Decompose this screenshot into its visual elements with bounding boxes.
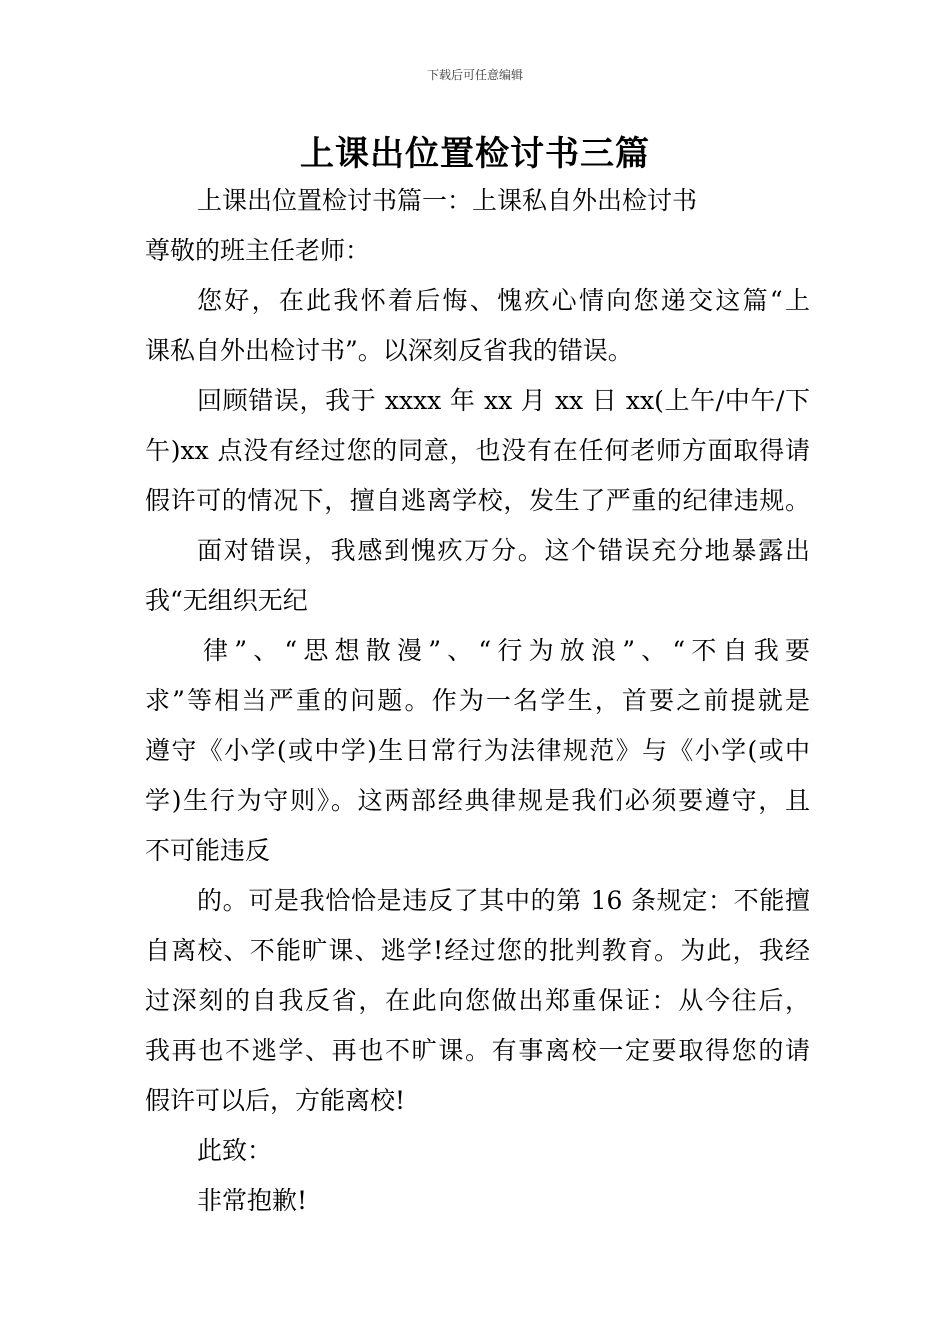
header-note: 下载后可任意编辑 (426, 68, 523, 82)
paragraph-line: 面对错误，我感到愧疚万分。这个错误充分地暴露出 (197, 536, 810, 565)
paragraph-line: 回顾错误，我于 xxxx 年 xx 月 xx 日 xx(上午/中午/下 (197, 386, 810, 415)
paragraph-line: 我“无组织无纪 (145, 586, 308, 615)
paragraph-line: 您好，在此我怀着后悔、愧疚心情向您递交这篇“上 (197, 286, 810, 315)
paragraph-line: 假许可以后，方能离校! (145, 1086, 406, 1115)
closing-line: 非常抱歉! (197, 1186, 308, 1215)
paragraph-line: 过深刻的自我反省，在此向您做出郑重保证：从今往后， (145, 986, 810, 1015)
section-heading: 上课出位置检讨书篇一：上课私自外出检讨书 (197, 186, 698, 215)
closing-line: 此致： (197, 1136, 273, 1165)
document-title: 上课出位置检讨书三篇 (300, 134, 650, 174)
paragraph-line: 学)生行为守则》。这两部经典律规是我们必须要遵守，且 (145, 786, 810, 815)
paragraph-line: 的。可是我恰恰是违反了其中的第 16 条规定：不能擅 (197, 886, 810, 915)
salutation: 尊敬的班主任老师： (145, 236, 371, 265)
paragraph-line: 求”等相当严重的问题。作为一名学生，首要之前提就是 (145, 686, 810, 715)
document-body (145, 176, 810, 1226)
paragraph-line: 律”、“思想散漫”、“行为放浪”、“不自我要 (203, 636, 810, 665)
paragraph-line: 课私自外出检讨书”。以深刻反省我的错误。 (145, 336, 633, 365)
paragraph-line: 自离校、不能旷课、逃学!经过您的批判教育。为此，我经 (145, 936, 810, 965)
paragraph-line: 午)xx 点没有经过您的同意，也没有在任何老师方面取得请 (145, 436, 810, 465)
paragraph-line: 假许可的情况下，擅自逃离学校，发生了严重的纪律违规。 (145, 486, 810, 515)
paragraph-line: 我再也不逃学、再也不旷课。有事离校一定要取得您的请 (145, 1036, 810, 1065)
paragraph-line: 遵守《小学(或中学)生日常行为法律规范》与《小学(或中 (145, 736, 810, 765)
paragraph-line: 不可能违反 (145, 836, 271, 865)
